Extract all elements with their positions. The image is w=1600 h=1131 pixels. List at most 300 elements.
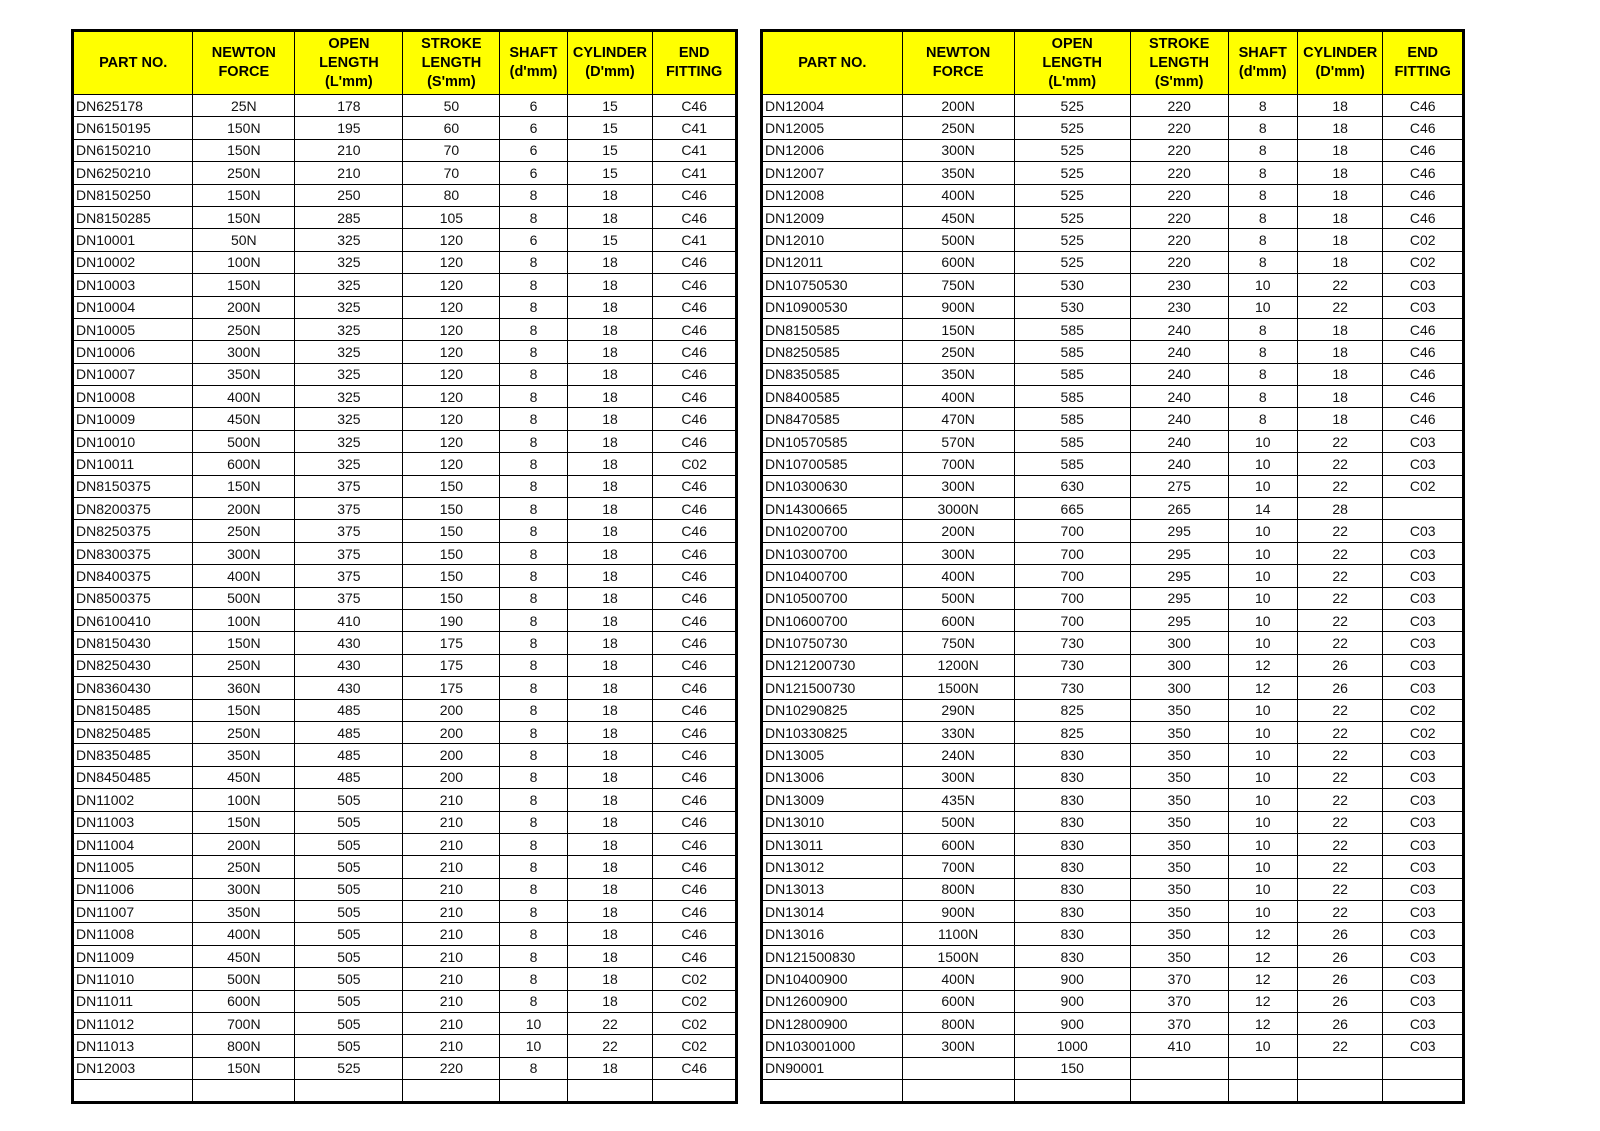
cell-cylinder: 18	[1297, 206, 1383, 228]
cell-force: 400N	[902, 386, 1014, 408]
cell-stroke: 350	[1130, 878, 1228, 900]
cell-force: 300N	[902, 475, 1014, 497]
cell-force: 250N	[193, 654, 295, 676]
cell-part: DN11005	[73, 856, 193, 878]
cell-part: DN13013	[762, 878, 903, 900]
cell-stroke: 175	[403, 677, 500, 699]
cell-stroke: 120	[403, 251, 500, 273]
cell-cylinder: 18	[1297, 386, 1383, 408]
table-row	[73, 498, 737, 520]
cell-stroke	[1130, 1057, 1228, 1079]
cell-open: 900	[1014, 1013, 1130, 1035]
cell-end: C41	[653, 162, 737, 184]
cell-force: 360N	[193, 677, 295, 699]
cell-end: C46	[653, 430, 737, 452]
cell-part: DN8400585	[762, 386, 903, 408]
cell-end: C03	[1383, 1035, 1464, 1057]
cell-cylinder: 18	[567, 654, 653, 676]
cell-cylinder: 15	[567, 117, 653, 139]
cell-end: C46	[1383, 139, 1464, 161]
table-row	[73, 565, 737, 587]
table-row	[762, 968, 1464, 990]
cell-part: DN10011	[73, 453, 193, 475]
cell-stroke: 150	[403, 475, 500, 497]
cell-force: 350N	[193, 901, 295, 923]
cell-open: 585	[1014, 430, 1130, 452]
cell-cylinder: 18	[567, 766, 653, 788]
cell-end: C46	[653, 901, 737, 923]
cell-stroke: 370	[1130, 1013, 1228, 1035]
cell-stroke	[1130, 1080, 1228, 1103]
cell-part: DN12008	[762, 184, 903, 206]
cell-cylinder: 18	[567, 968, 653, 990]
table-row	[762, 296, 1464, 318]
cell-force: 500N	[902, 229, 1014, 251]
cell-open: 585	[1014, 453, 1130, 475]
cell-stroke: 150	[403, 565, 500, 587]
cell-shaft: 10	[1228, 274, 1297, 296]
cell-open: 210	[295, 162, 403, 184]
cell-open: 505	[295, 856, 403, 878]
cell-force: 600N	[193, 990, 295, 1012]
cell-shaft: 10	[1228, 453, 1297, 475]
cell-shaft: 8	[1228, 251, 1297, 273]
cell-force	[193, 1080, 295, 1103]
table-row	[73, 901, 737, 923]
table-row	[762, 184, 1464, 206]
cell-force: 3000N	[902, 498, 1014, 520]
cell-shaft: 10	[1228, 430, 1297, 452]
cell-part: DN10200700	[762, 520, 903, 542]
cell-cylinder: 18	[1297, 341, 1383, 363]
cell-stroke: 105	[403, 206, 500, 228]
cell-part: DN13009	[762, 789, 903, 811]
cell-open: 585	[1014, 363, 1130, 385]
column-header-line: NEWTON	[926, 45, 991, 61]
cell-open: 325	[295, 430, 403, 452]
cell-shaft: 8	[500, 251, 567, 273]
cell-cylinder: 18	[567, 721, 653, 743]
cell-cylinder: 18	[567, 475, 653, 497]
cell-force: 300N	[193, 878, 295, 900]
cell-force: 1100N	[902, 923, 1014, 945]
cell-force: 570N	[902, 430, 1014, 452]
cell-end: C03	[1383, 744, 1464, 766]
cell-cylinder: 18	[567, 923, 653, 945]
cell-force: 100N	[193, 251, 295, 273]
cell-part: DN8150375	[73, 475, 193, 497]
table-row	[73, 1013, 737, 1035]
cell-part: DN10400900	[762, 968, 903, 990]
cell-open: 505	[295, 789, 403, 811]
cell-part: DN10750730	[762, 632, 903, 654]
cell-end: C03	[1383, 789, 1464, 811]
cell-shaft: 8	[1228, 117, 1297, 139]
cell-open: 505	[295, 923, 403, 945]
cell-force: 250N	[902, 117, 1014, 139]
cell-part: DN13012	[762, 856, 903, 878]
cell-cylinder: 18	[1297, 95, 1383, 117]
cell-force: 800N	[902, 1013, 1014, 1035]
cell-shaft: 8	[500, 542, 567, 564]
cell-stroke: 295	[1130, 542, 1228, 564]
cell-stroke: 370	[1130, 968, 1228, 990]
cell-cylinder: 18	[567, 878, 653, 900]
column-header-stroke	[1130, 31, 1228, 95]
header-row	[762, 31, 1464, 95]
cell-shaft: 12	[1228, 990, 1297, 1012]
column-header-shaft	[500, 31, 567, 95]
table-row	[762, 229, 1464, 251]
cell-force: 750N	[902, 632, 1014, 654]
cell-shaft: 8	[500, 699, 567, 721]
cell-end: C46	[653, 766, 737, 788]
cell-force: 100N	[193, 789, 295, 811]
column-header-line: (S'mm)	[427, 73, 476, 90]
cell-part: DN11004	[73, 833, 193, 855]
table-row	[762, 677, 1464, 699]
cell-part: DN12009	[762, 206, 903, 228]
cell-part: DN12006	[762, 139, 903, 161]
cell-part: DN12004	[762, 95, 903, 117]
cell-end: C03	[1383, 901, 1464, 923]
cell-stroke: 210	[403, 833, 500, 855]
cell-open: 505	[295, 878, 403, 900]
cell-force: 300N	[193, 341, 295, 363]
cell-cylinder: 18	[567, 632, 653, 654]
cell-open: 825	[1014, 721, 1130, 743]
table-row	[73, 632, 737, 654]
cell-part: DN625178	[73, 95, 193, 117]
cell-stroke: 200	[403, 744, 500, 766]
cell-end: C46	[653, 654, 737, 676]
cell-cylinder: 18	[567, 520, 653, 542]
cell-part: DN13014	[762, 901, 903, 923]
cell-cylinder: 18	[567, 274, 653, 296]
cell-force: 25N	[193, 95, 295, 117]
cell-open: 525	[1014, 184, 1130, 206]
table-row	[762, 408, 1464, 430]
cell-end: C03	[1383, 587, 1464, 609]
cell-shaft: 10	[500, 1035, 567, 1057]
cell-stroke: 230	[1130, 296, 1228, 318]
cell-cylinder: 18	[567, 677, 653, 699]
column-header-line: PART NO.	[798, 54, 867, 71]
cell-part: DN8250485	[73, 721, 193, 743]
cell-part: DN10600700	[762, 609, 903, 631]
table-row	[762, 341, 1464, 363]
gas-spring-table-right	[760, 29, 1465, 1104]
cell-shaft: 8	[1228, 408, 1297, 430]
cell-cylinder: 18	[567, 744, 653, 766]
cell-open: 525	[295, 1057, 403, 1079]
column-header-line: (L'mm)	[325, 73, 373, 90]
cell-end: C46	[653, 945, 737, 967]
cell-force: 450N	[193, 408, 295, 430]
cell-stroke: 240	[1130, 430, 1228, 452]
cell-end: C46	[653, 251, 737, 273]
cell-part: DN11010	[73, 968, 193, 990]
cell-shaft: 8	[500, 990, 567, 1012]
cell-open: 325	[295, 229, 403, 251]
cell-cylinder: 22	[567, 1013, 653, 1035]
cell-part: DN10010	[73, 430, 193, 452]
cell-cylinder: 26	[1297, 990, 1383, 1012]
table-row	[73, 95, 737, 117]
cell-force: 200N	[193, 833, 295, 855]
table-row	[762, 95, 1464, 117]
cell-force: 500N	[902, 811, 1014, 833]
cell-stroke: 220	[1130, 206, 1228, 228]
cell-cylinder: 22	[1297, 811, 1383, 833]
cell-end: C46	[653, 677, 737, 699]
cell-force: 150N	[193, 475, 295, 497]
cell-cylinder: 15	[567, 162, 653, 184]
cell-stroke: 210	[403, 923, 500, 945]
cell-open: 525	[1014, 95, 1130, 117]
cell-shaft: 12	[1228, 1013, 1297, 1035]
column-header-line: FORCE	[932, 64, 984, 80]
table-row	[73, 341, 737, 363]
cell-open: 375	[295, 475, 403, 497]
cell-cylinder: 22	[1297, 878, 1383, 900]
table-row	[73, 1057, 737, 1079]
cell-end: C02	[1383, 229, 1464, 251]
cell-stroke: 350	[1130, 789, 1228, 811]
cell-stroke: 210	[403, 789, 500, 811]
cell-force: 100N	[193, 609, 295, 631]
cell-force: 300N	[902, 139, 1014, 161]
cell-cylinder: 26	[1297, 1013, 1383, 1035]
cell-open: 505	[295, 901, 403, 923]
cell-stroke: 275	[1130, 475, 1228, 497]
cell-force: 450N	[902, 206, 1014, 228]
table-row	[73, 677, 737, 699]
cell-cylinder: 22	[1297, 632, 1383, 654]
cell-end	[1383, 1080, 1464, 1103]
cell-cylinder: 22	[1297, 453, 1383, 475]
cell-open: 375	[295, 565, 403, 587]
cell-cylinder: 18	[567, 789, 653, 811]
cell-cylinder: 18	[567, 1057, 653, 1079]
cell-force: 400N	[193, 923, 295, 945]
cell-force: 500N	[193, 968, 295, 990]
cell-part: DN8350585	[762, 363, 903, 385]
column-header-part	[762, 31, 903, 95]
cell-end: C03	[1383, 520, 1464, 542]
cell-open: 525	[1014, 251, 1130, 273]
cell-stroke: 200	[403, 766, 500, 788]
cell-end: C02	[653, 1013, 737, 1035]
column-header-line: CYLINDER	[572, 45, 648, 61]
cell-force: 450N	[193, 945, 295, 967]
cell-force: 50N	[193, 229, 295, 251]
cell-part: DN11002	[73, 789, 193, 811]
cell-open: 325	[295, 386, 403, 408]
cell-stroke: 120	[403, 363, 500, 385]
cell-open: 505	[295, 811, 403, 833]
cell-open: 700	[1014, 520, 1130, 542]
cell-shaft: 8	[1228, 229, 1297, 251]
table-row	[73, 766, 737, 788]
cell-open: 700	[1014, 587, 1130, 609]
table-row	[73, 609, 737, 631]
cell-cylinder: 22	[1297, 721, 1383, 743]
cell-shaft: 10	[1228, 901, 1297, 923]
cell-end: C46	[653, 498, 737, 520]
cell-cylinder: 26	[1297, 968, 1383, 990]
table-row	[762, 1057, 1464, 1079]
cell-force: 200N	[902, 95, 1014, 117]
cell-end: C46	[653, 296, 737, 318]
column-header-line: FORCE	[218, 64, 270, 80]
cell-shaft: 8	[500, 721, 567, 743]
cell-cylinder	[1297, 1080, 1383, 1103]
table-row	[73, 968, 737, 990]
column-header-line: (S'mm)	[1154, 73, 1204, 90]
cell-cylinder: 22	[1297, 565, 1383, 587]
cell-stroke: 240	[1130, 453, 1228, 475]
cell-part: DN8150485	[73, 699, 193, 721]
cell-shaft: 8	[500, 386, 567, 408]
cell-shaft: 8	[1228, 184, 1297, 206]
cell-part	[73, 1080, 193, 1103]
cell-part: DN8360430	[73, 677, 193, 699]
cell-shaft: 8	[1228, 95, 1297, 117]
cell-part: DN12005	[762, 117, 903, 139]
table-row	[73, 789, 737, 811]
cell-end: C46	[1383, 363, 1464, 385]
cell-end: C03	[1383, 990, 1464, 1012]
cell-stroke: 240	[1130, 386, 1228, 408]
cell-shaft: 6	[500, 139, 567, 161]
cell-stroke: 295	[1130, 520, 1228, 542]
cell-open: 830	[1014, 856, 1130, 878]
cell-force: 700N	[902, 856, 1014, 878]
table-row	[73, 542, 737, 564]
column-header-line: OPEN	[1051, 35, 1093, 52]
cell-end: C46	[653, 721, 737, 743]
cell-stroke: 220	[1130, 139, 1228, 161]
cell-end: C02	[1383, 699, 1464, 721]
cell-shaft: 8	[500, 408, 567, 430]
cell-force: 500N	[902, 587, 1014, 609]
table-row	[762, 1013, 1464, 1035]
cell-shaft	[1228, 1080, 1297, 1103]
cell-cylinder: 22	[1297, 542, 1383, 564]
cell-cylinder: 18	[567, 341, 653, 363]
table-row	[762, 811, 1464, 833]
table-row	[762, 990, 1464, 1012]
cell-force: 300N	[902, 1035, 1014, 1057]
cell-open: 525	[1014, 117, 1130, 139]
cell-end: C46	[653, 542, 737, 564]
column-header-line: STROKE	[1148, 35, 1210, 52]
cell-stroke: 120	[403, 341, 500, 363]
cell-part: DN8470585	[762, 408, 903, 430]
table-row	[762, 274, 1464, 296]
cell-end: C46	[653, 632, 737, 654]
cell-open: 505	[295, 1013, 403, 1035]
cell-end: C03	[1383, 632, 1464, 654]
cell-stroke: 175	[403, 632, 500, 654]
cell-end: C41	[653, 229, 737, 251]
cell-cylinder: 18	[1297, 184, 1383, 206]
cell-open: 585	[1014, 341, 1130, 363]
cell-force: 250N	[193, 520, 295, 542]
cell-end: C46	[653, 923, 737, 945]
cell-open: 830	[1014, 766, 1130, 788]
cell-cylinder: 26	[1297, 923, 1383, 945]
cell-shaft: 8	[500, 856, 567, 878]
cell-open: 150	[1014, 1057, 1130, 1079]
cell-stroke: 60	[403, 117, 500, 139]
cell-shaft: 8	[500, 318, 567, 340]
cell-part: DN8400375	[73, 565, 193, 587]
cell-open: 830	[1014, 901, 1130, 923]
header-row	[73, 31, 737, 95]
cell-stroke: 210	[403, 945, 500, 967]
cell-shaft: 12	[1228, 654, 1297, 676]
cell-part: DN8200375	[73, 498, 193, 520]
cell-part: DN11006	[73, 878, 193, 900]
cell-end: C03	[1383, 1013, 1464, 1035]
cell-force	[902, 1057, 1014, 1079]
cell-open: 505	[295, 1035, 403, 1057]
cell-end: C02	[1383, 721, 1464, 743]
table-row	[762, 162, 1464, 184]
cell-shaft: 8	[500, 945, 567, 967]
cell-shaft: 8	[500, 341, 567, 363]
cell-part: DN12010	[762, 229, 903, 251]
cell-force: 1500N	[902, 677, 1014, 699]
cell-part: DN10400700	[762, 565, 903, 587]
cell-end: C46	[653, 587, 737, 609]
cell-shaft: 10	[1228, 833, 1297, 855]
cell-part: DN13005	[762, 744, 903, 766]
table-row	[762, 206, 1464, 228]
cell-force: 240N	[902, 744, 1014, 766]
cell-cylinder: 22	[1297, 475, 1383, 497]
cell-end: C03	[1383, 811, 1464, 833]
cell-force: 600N	[902, 833, 1014, 855]
table-row	[762, 833, 1464, 855]
cell-open: 375	[295, 587, 403, 609]
table-row	[73, 139, 737, 161]
cell-stroke	[403, 1080, 500, 1103]
column-header-line: LENGTH	[421, 54, 482, 71]
cell-end: C03	[1383, 766, 1464, 788]
cell-part: DN11011	[73, 990, 193, 1012]
cell-end: C46	[653, 318, 737, 340]
cell-cylinder: 18	[1297, 363, 1383, 385]
cell-force: 150N	[193, 117, 295, 139]
cell-open: 530	[1014, 296, 1130, 318]
table-row	[762, 520, 1464, 542]
cell-end: C03	[1383, 609, 1464, 631]
cell-shaft: 8	[500, 968, 567, 990]
cell-part: DN12011	[762, 251, 903, 273]
cell-force: 350N	[193, 744, 295, 766]
cell-open: 730	[1014, 677, 1130, 699]
table-row	[762, 609, 1464, 631]
cell-stroke: 175	[403, 654, 500, 676]
cell-end: C46	[1383, 386, 1464, 408]
table-row	[73, 117, 737, 139]
cell-stroke: 120	[403, 386, 500, 408]
cell-end: C03	[1383, 430, 1464, 452]
cell-force: 500N	[193, 430, 295, 452]
